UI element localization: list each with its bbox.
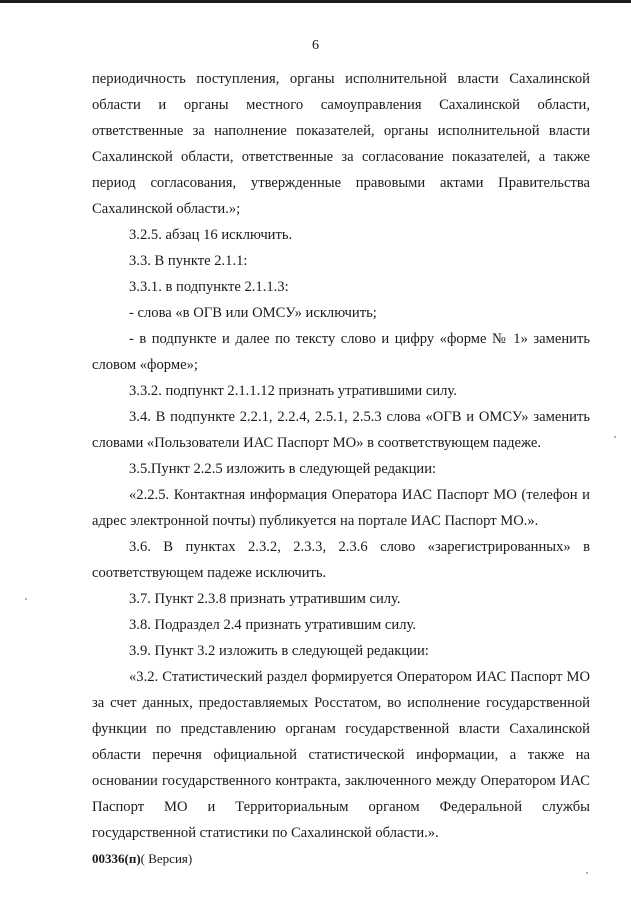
paragraph: 3.3. В пункте 2.1.1: <box>129 253 248 269</box>
paragraph: «2.2.5. Контактная информация Оператора ИАС Паспорт МО (телефон и адрес электронной почты) публикуется на портале ИАС Паспорт МО.». <box>92 487 590 529</box>
scan-speck <box>586 872 588 874</box>
scan-speck <box>25 598 27 600</box>
paragraph: - слова «в ОГВ или ОМСУ» исключить; <box>129 305 377 321</box>
document-footer <box>92 851 192 867</box>
document-version: ( Версия) <box>140 851 193 866</box>
paragraph: 3.8. Подраздел 2.4 признать утратившим силу. <box>129 617 416 633</box>
paragraph: 3.3.1. в подпункте 2.1.1.3: <box>129 279 289 295</box>
paragraph: 3.7. Пункт 2.3.8 признать утратившим силу. <box>129 591 401 607</box>
paragraph: периодичность поступления, органы исполнительной власти Сахалинской области и органы местного самоуправления Сахалинской области, ответственные за наполнение показателей, органы исполнительной власти Сахалинской области, ответственные за согласование показателей, а также период согласования, утвержденные правовыми актами Правительства Сахалинской области.»; <box>92 71 590 217</box>
scan-top-edge <box>0 0 631 3</box>
paragraph: 3.4. В подпункте 2.2.1, 2.2.4, 2.5.1, 2.5.3 слова «ОГВ и ОМСУ» заменить словами «Пользователи ИАС Паспорт МО» в соответствующем падеже. <box>92 409 590 451</box>
scan-speck <box>614 436 616 438</box>
document-code: 00336(п) <box>92 851 141 866</box>
paragraph: 3.5.Пункт 2.2.5 изложить в следующей редакции: <box>129 461 437 477</box>
paragraph: 3.6. В пунктах 2.3.2, 2.3.3, 2.3.6 слово «зарегистрированных» в соответствующем падеже исключить. <box>92 539 590 581</box>
paragraph: 3.2.5. абзац 16 исключить. <box>129 227 293 243</box>
paragraph: 3.9. Пункт 3.2 изложить в следующей редакции: <box>129 643 429 659</box>
paragraph: «3.2. Статистический раздел формируется Оператором ИАС Паспорт МО за счет данных, предоставляемых Росстатом, во исполнение государственной функции по представлению органам государственной власти Сахалинской области перечня официальной статистической информации, а также на основании государственного контракта, заключенного между Оператором ИАС Паспорт МО и Территориальным органом Федеральной службы государственной статистики по Сахалинской области.». <box>92 669 590 841</box>
document-body <box>92 66 590 846</box>
paragraph: - в подпункте и далее по тексту слово и цифру «форме № 1» заменить словом «форме»; <box>92 331 590 373</box>
paragraph: 3.3.2. подпункт 2.1.1.12 признать утратившими силу. <box>129 383 457 399</box>
page-number: 6 <box>312 38 319 53</box>
